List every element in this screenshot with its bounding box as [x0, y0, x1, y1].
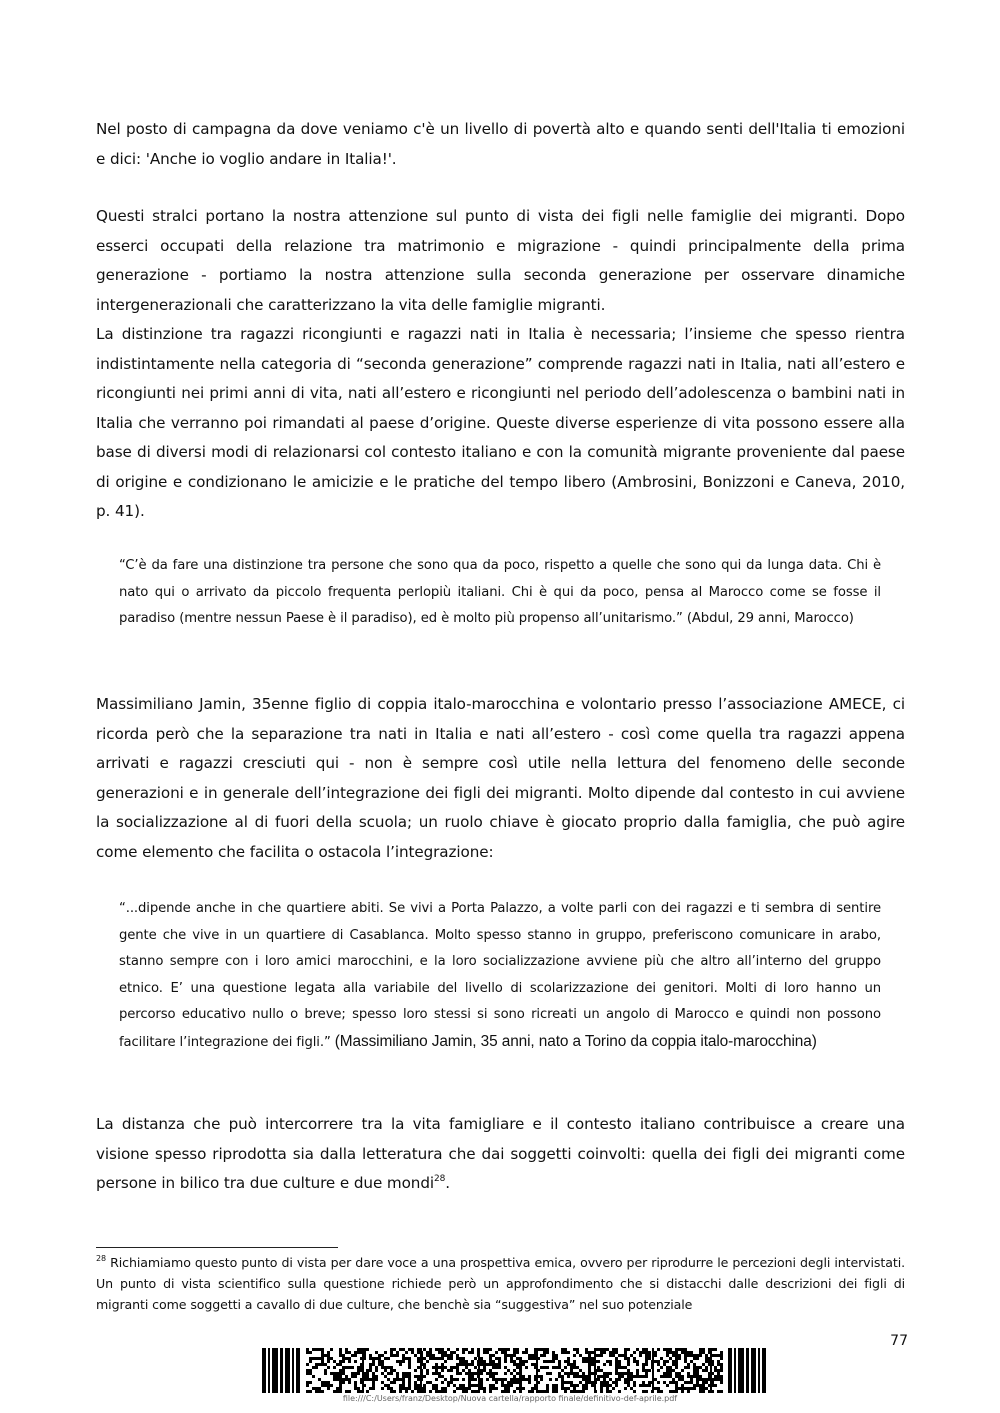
- paragraph-1: Nel posto di campagna da dove veniamo c'è un livello di povertà alto e quando senti dell'Italia ti emozioni e dici: 'Anche io voglio andare in Italia!'.: [96, 120, 905, 168]
- paragraph-5-end: .: [445, 1174, 450, 1192]
- barcode-caption: file:///C:/Users/franz/Desktop/Nuova cartella/rapporto finale/definitivo-def-aprile.pdf: [342, 1394, 678, 1403]
- paragraph-2: Questi stralci portano la nostra attenzione sul punto di vista dei figli nelle famiglie dei migranti. Dopo esserci occupati della relazione tra matrimonio e migrazione - quindi principalmente della prima generazione - portiamo la nostra attenzione sulla seconda generazione per osservare dinamiche intergenerazionali che caratterizzano la vita delle famiglie migranti.: [96, 207, 905, 314]
- page-number: 77: [890, 1333, 908, 1349]
- barcode: [262, 1348, 768, 1393]
- footnote-number: 28: [96, 1254, 106, 1263]
- footnote-text: Richiamiamo questo punto di vista per dare voce a una prospettiva emica, ovvero per riprodurre le percezioni degli intervistati. Un punto di vista scientifico sulla questione richiede però un approfondimento che si distacchi dalle descrizioni dei figli di migranti come soggetti a cavallo di due culture, che benchè sia “suggestiva” nel suo potenziale: [96, 1255, 905, 1312]
- footnote-28: [96, 1252, 905, 1315]
- paragraph-3: La distinzione tra ragazzi ricongiunti e ragazzi nati in Italia è necessaria; l’insieme che spesso rientra indistintamente nella categoria di “seconda generazione” comprende ragazzi nati in Italia, nati all’estero e ricongiunti nei primi anni di vita, nati all’estero e ricongiunti nel periodo dell’adolescenza o bambini nati in Italia che verranno poi rimandati al paese d’origine. Queste diverse esperienze di vita possono essere alla base di diversi modi di relazionarsi col contesto italiano e con la comunità migrante proveniente dal paese di origine e condizionano le amicizie e le pratiche del tempo libero (Ambrosini, Bonizzoni e Caneva, 2010, p. 41).: [96, 325, 905, 520]
- paragraph-5: [96, 1110, 905, 1199]
- quote-jamin: [119, 896, 881, 1056]
- paragraph-4: Massimiliano Jamin, 35enne figlio di coppia italo-marocchina e volontario presso l’associazione AMECE, ci ricorda però che la separazione tra nati in Italia e nati all’estero - così come quella tra ragazzi appena arrivati e ragazzi cresciuti qui - non è sempre così utile nella lettura del fenomeno delle seconde generazioni e in generale dell’integrazione dei figli dei migranti. Molto dipende dal contesto in cui avviene la socializzazione al di fuori della scuola; un ruolo chiave è giocato proprio dalla famiglia, che può agire come elemento che facilita o ostacola l’integrazione:: [96, 695, 905, 861]
- paragraph-5-text: La distanza che può intercorrere tra la vita famigliare e il contesto italiano contribuisce a creare una visione spesso riprodotta sia dalla letteratura che dai soggetti coinvolti: quella dei figli dei migranti come persone in bilico tra due culture e due mondi: [96, 1115, 905, 1192]
- quote-jamin-attribution: (Massimiliano Jamin, 35 anni, nato a Torino da coppia italo-marocchina): [334, 1032, 817, 1050]
- quote-jamin-text: “...dipende anche in che quartiere abiti. Se vivi a Porta Palazzo, a volte parli con dei ragazzi e ti sembra di sentire gente che vive in un quartiere di Casablanca. Molto spesso stanno in gruppo, preferiscono comunicare in arabo, stanno sempre con i loro amici marocchini, e la loro socializzazione avviene più che altro all’interno del gruppo etnico. E’ una questione legata alla variabile del livello di scolarizzazione dei genitori. Molti di loro hanno un percorso educativo nullo o breve; spesso loro stessi si sono ricreati un angolo di Marocco e quindi non possono facilitare l’integrazione dei figli.”: [119, 901, 881, 1050]
- quote-abdul: “C’è da fare una distinzione tra persone che sono qua da poco, rispetto a quelle che sono qui da lunga data. Chi è nato qui o arrivato da piccolo frequenta perlopiù italiani. Chi è qui da poco, pensa al Marocco come se fosse il paradiso (mentre nessun Paese è il paradiso), ed è molto più propenso all’unitarismo.” (Abdul, 29 anni, Marocco): [119, 558, 881, 626]
- footnote-reference[interactable]: 28: [433, 1174, 446, 1184]
- footnote-separator: [96, 1247, 338, 1248]
